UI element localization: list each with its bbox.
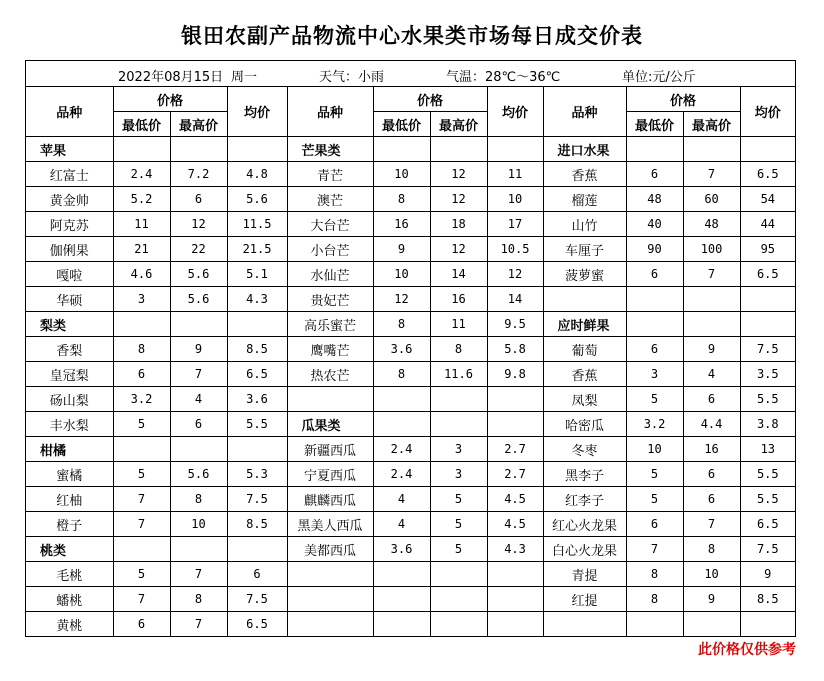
variety-name: 毛桃: [26, 562, 113, 587]
category-label: 进口水果: [543, 137, 626, 162]
table-row: [26, 387, 795, 412]
category-label: 桃类: [26, 537, 113, 562]
avg-price: 7.5: [227, 587, 287, 612]
avg-price: [740, 612, 795, 637]
avg-price: 4.3: [227, 287, 287, 312]
header-low: 最低价: [626, 112, 683, 137]
variety-name: 白心火龙果: [543, 537, 626, 562]
variety-name: 香蕉: [543, 362, 626, 387]
high-price: 11: [430, 312, 487, 337]
table-row: [26, 212, 795, 237]
avg-price: [487, 137, 543, 162]
low-price: 7: [113, 487, 170, 512]
low-price: [626, 137, 683, 162]
unit-text: 单位:元/公斤: [622, 70, 696, 85]
variety-name: 青芒: [287, 162, 373, 187]
avg-price: [740, 312, 795, 337]
avg-price: 13: [740, 437, 795, 462]
low-price: 6: [626, 162, 683, 187]
high-price: 4: [170, 387, 227, 412]
avg-price: 5.8: [487, 337, 543, 362]
low-price: [373, 562, 430, 587]
variety-name: 榴莲: [543, 187, 626, 212]
avg-price: [487, 412, 543, 437]
variety-name: 鹰嘴芒: [287, 337, 373, 362]
high-price: 6: [170, 412, 227, 437]
low-price: 5: [113, 562, 170, 587]
variety-name: 葡萄: [543, 337, 626, 362]
avg-price: [740, 287, 795, 312]
avg-price: 5.5: [740, 462, 795, 487]
variety-name: 新疆西瓜: [287, 437, 373, 462]
table-row: [26, 237, 795, 262]
avg-price: 11: [487, 162, 543, 187]
variety-name: 香蕉: [543, 162, 626, 187]
low-price: 3: [113, 287, 170, 312]
low-price: 16: [373, 212, 430, 237]
avg-price: [487, 562, 543, 587]
weekday-text: 周一: [231, 70, 258, 85]
avg-price: 4.5: [487, 512, 543, 537]
header-price: 价格: [113, 87, 227, 112]
table-row: [26, 512, 795, 537]
high-price: 7: [170, 362, 227, 387]
low-price: 10: [373, 262, 430, 287]
table-row: [26, 287, 795, 312]
high-price: 6: [683, 462, 740, 487]
category-label: 芒果类: [287, 137, 373, 162]
avg-price: 5.6: [227, 187, 287, 212]
low-price: 6: [113, 612, 170, 637]
avg-price: 6: [227, 562, 287, 587]
avg-price: 95: [740, 237, 795, 262]
variety-name: 丰水梨: [26, 412, 113, 437]
low-price: 2.4: [373, 437, 430, 462]
table-row: [26, 262, 795, 287]
price-table-body: [26, 87, 795, 636]
avg-price: 3.5: [740, 362, 795, 387]
avg-price: 5.5: [227, 412, 287, 437]
avg-price: 2.7: [487, 437, 543, 462]
high-price: 9: [170, 337, 227, 362]
variety-name: 阿克苏: [26, 212, 113, 237]
low-price: 3.6: [373, 537, 430, 562]
low-price: 90: [626, 237, 683, 262]
low-price: 6: [626, 262, 683, 287]
high-price: 6: [683, 487, 740, 512]
variety-name: 黄金帅: [26, 187, 113, 212]
header-variety: 品种: [26, 87, 113, 137]
high-price: 8: [170, 487, 227, 512]
category-label: 梨类: [26, 312, 113, 337]
low-price: 4: [373, 512, 430, 537]
variety-name: 红提: [543, 587, 626, 612]
table-row: [26, 412, 795, 437]
table-row: [26, 137, 795, 162]
high-price: [430, 412, 487, 437]
low-price: 3: [626, 362, 683, 387]
low-price: 8: [373, 187, 430, 212]
low-price: [373, 587, 430, 612]
avg-price: [740, 137, 795, 162]
low-price: [626, 287, 683, 312]
variety-name: 青提: [543, 562, 626, 587]
table-row: [26, 187, 795, 212]
avg-price: 9.5: [487, 312, 543, 337]
variety-name: 哈密瓜: [543, 412, 626, 437]
high-price: 18: [430, 212, 487, 237]
high-price: 7: [683, 262, 740, 287]
low-price: 48: [626, 187, 683, 212]
low-price: 5: [113, 462, 170, 487]
low-price: 3.2: [626, 412, 683, 437]
header-variety: 品种: [287, 87, 373, 137]
variety-name: [287, 587, 373, 612]
low-price: 8: [626, 587, 683, 612]
price-table: [26, 87, 795, 636]
high-price: 16: [683, 437, 740, 462]
high-price: [683, 312, 740, 337]
high-price: 10: [170, 512, 227, 537]
header-variety: 品种: [543, 87, 626, 137]
avg-price: 6.5: [227, 612, 287, 637]
variety-name: 凤梨: [543, 387, 626, 412]
avg-price: 7.5: [740, 537, 795, 562]
table-row: [26, 362, 795, 387]
info-bar: [26, 61, 795, 87]
high-price: 7: [170, 612, 227, 637]
variety-name: [543, 612, 626, 637]
category-label: 瓜果类: [287, 412, 373, 437]
low-price: [626, 312, 683, 337]
high-price: 6: [170, 187, 227, 212]
variety-name: 热农芒: [287, 362, 373, 387]
low-price: 8: [626, 562, 683, 587]
high-price: 48: [683, 212, 740, 237]
high-price: 12: [430, 237, 487, 262]
variety-name: 大台芒: [287, 212, 373, 237]
low-price: 4.6: [113, 262, 170, 287]
avg-price: [487, 587, 543, 612]
variety-name: [287, 387, 373, 412]
avg-price: 14: [487, 287, 543, 312]
avg-price: 9.8: [487, 362, 543, 387]
high-price: 5.6: [170, 262, 227, 287]
avg-price: 4.8: [227, 162, 287, 187]
variety-name: 冬枣: [543, 437, 626, 462]
variety-name: 香梨: [26, 337, 113, 362]
high-price: 7: [683, 512, 740, 537]
low-price: [373, 612, 430, 637]
high-price: 5.6: [170, 287, 227, 312]
avg-price: 5.3: [227, 462, 287, 487]
high-price: [430, 137, 487, 162]
low-price: 11: [113, 212, 170, 237]
variety-name: 水仙芒: [287, 262, 373, 287]
high-price: 5.6: [170, 462, 227, 487]
low-price: 3.2: [113, 387, 170, 412]
avg-price: 5.5: [740, 487, 795, 512]
table-row: [26, 487, 795, 512]
high-price: [683, 287, 740, 312]
variety-name: 黑李子: [543, 462, 626, 487]
low-price: [626, 612, 683, 637]
low-price: 5: [626, 487, 683, 512]
category-label: 柑橘: [26, 437, 113, 462]
header-row-1: [26, 87, 795, 112]
table-row: [26, 587, 795, 612]
variety-name: 麒麟西瓜: [287, 487, 373, 512]
low-price: 6: [113, 362, 170, 387]
low-price: 2.4: [113, 162, 170, 187]
variety-name: 澳芒: [287, 187, 373, 212]
table-row: [26, 462, 795, 487]
table-row: [26, 162, 795, 187]
high-price: 7.2: [170, 162, 227, 187]
low-price: 6: [626, 512, 683, 537]
low-price: 5.2: [113, 187, 170, 212]
weather-text: 天气：小雨: [319, 70, 385, 85]
price-sheet: [25, 60, 796, 637]
high-price: 100: [683, 237, 740, 262]
low-price: 7: [113, 587, 170, 612]
variety-name: 车厘子: [543, 237, 626, 262]
avg-price: 12: [487, 262, 543, 287]
variety-name: 宁夏西瓜: [287, 462, 373, 487]
avg-price: 54: [740, 187, 795, 212]
table-row: [26, 612, 795, 637]
low-price: 6: [626, 337, 683, 362]
low-price: 8: [113, 337, 170, 362]
avg-price: 6.5: [227, 362, 287, 387]
avg-price: 7.5: [740, 337, 795, 362]
header-high: 最高价: [683, 112, 740, 137]
variety-name: 皇冠梨: [26, 362, 113, 387]
high-price: 12: [430, 162, 487, 187]
avg-price: 9: [740, 562, 795, 587]
avg-price: 8.5: [227, 512, 287, 537]
avg-price: 6.5: [740, 512, 795, 537]
variety-name: 华硕: [26, 287, 113, 312]
low-price: 8: [373, 312, 430, 337]
avg-price: 6.5: [740, 162, 795, 187]
variety-name: 伽俐果: [26, 237, 113, 262]
table-row: [26, 312, 795, 337]
avg-price: 8.5: [227, 337, 287, 362]
high-price: 7: [170, 562, 227, 587]
low-price: [373, 137, 430, 162]
category-label: 应时鲜果: [543, 312, 626, 337]
low-price: [373, 387, 430, 412]
high-price: [170, 537, 227, 562]
avg-price: 5.1: [227, 262, 287, 287]
header-price: 价格: [373, 87, 487, 112]
header-avg: 均价: [740, 87, 795, 137]
low-price: 3.6: [373, 337, 430, 362]
high-price: [683, 612, 740, 637]
table-row: [26, 537, 795, 562]
temperature-text: 气温：28℃～36℃: [446, 70, 561, 85]
high-price: 10: [683, 562, 740, 587]
high-price: [683, 137, 740, 162]
avg-price: [227, 437, 287, 462]
avg-price: 6.5: [740, 262, 795, 287]
high-price: 4: [683, 362, 740, 387]
low-price: [113, 312, 170, 337]
variety-name: 红李子: [543, 487, 626, 512]
high-price: 12: [170, 212, 227, 237]
header-low: 最低价: [373, 112, 430, 137]
high-price: 6: [683, 387, 740, 412]
avg-price: 3.8: [740, 412, 795, 437]
avg-price: [227, 537, 287, 562]
avg-price: 11.5: [227, 212, 287, 237]
header-low: 最低价: [113, 112, 170, 137]
variety-name: [287, 612, 373, 637]
high-price: [430, 562, 487, 587]
low-price: [113, 537, 170, 562]
avg-price: [227, 137, 287, 162]
high-price: [430, 587, 487, 612]
low-price: 21: [113, 237, 170, 262]
variety-name: 贵妃芒: [287, 287, 373, 312]
variety-name: [287, 562, 373, 587]
header-avg: 均价: [487, 87, 543, 137]
page-title: 银田农副产品物流中心水果类市场每日成交价表: [181, 24, 643, 48]
high-price: 3: [430, 462, 487, 487]
high-price: 7: [683, 162, 740, 187]
variety-name: 砀山梨: [26, 387, 113, 412]
low-price: 7: [113, 512, 170, 537]
low-price: 5: [626, 387, 683, 412]
high-price: 9: [683, 337, 740, 362]
header-avg: 均价: [227, 87, 287, 137]
low-price: 12: [373, 287, 430, 312]
avg-price: 4.3: [487, 537, 543, 562]
avg-price: 17: [487, 212, 543, 237]
low-price: 5: [626, 462, 683, 487]
header-high: 最高价: [430, 112, 487, 137]
table-row: [26, 337, 795, 362]
high-price: 5: [430, 512, 487, 537]
variety-name: 红柚: [26, 487, 113, 512]
low-price: 4: [373, 487, 430, 512]
avg-price: 8.5: [740, 587, 795, 612]
high-price: [430, 387, 487, 412]
high-price: 9: [683, 587, 740, 612]
category-label: 苹果: [26, 137, 113, 162]
avg-price: [487, 612, 543, 637]
high-price: 8: [683, 537, 740, 562]
high-price: [170, 312, 227, 337]
variety-name: 黄桃: [26, 612, 113, 637]
low-price: 5: [113, 412, 170, 437]
low-price: 10: [626, 437, 683, 462]
high-price: [170, 137, 227, 162]
high-price: 8: [170, 587, 227, 612]
avg-price: 7.5: [227, 487, 287, 512]
table-row: [26, 437, 795, 462]
avg-price: 44: [740, 212, 795, 237]
avg-price: 21.5: [227, 237, 287, 262]
variety-name: 红心火龙果: [543, 512, 626, 537]
low-price: 7: [626, 537, 683, 562]
header-price: 价格: [626, 87, 740, 112]
high-price: 14: [430, 262, 487, 287]
low-price: [373, 412, 430, 437]
variety-name: 嘎啦: [26, 262, 113, 287]
high-price: 4.4: [683, 412, 740, 437]
variety-name: 橙子: [26, 512, 113, 537]
avg-price: 10.5: [487, 237, 543, 262]
variety-name: 蜜橘: [26, 462, 113, 487]
low-price: 9: [373, 237, 430, 262]
high-price: 5: [430, 487, 487, 512]
avg-price: 10: [487, 187, 543, 212]
header-high: 最高价: [170, 112, 227, 137]
low-price: [113, 137, 170, 162]
avg-price: 4.5: [487, 487, 543, 512]
date-text: 2022年08月15日: [118, 70, 224, 85]
high-price: 16: [430, 287, 487, 312]
high-price: 3: [430, 437, 487, 462]
high-price: [430, 612, 487, 637]
high-price: 60: [683, 187, 740, 212]
low-price: 8: [373, 362, 430, 387]
high-price: 12: [430, 187, 487, 212]
high-price: 22: [170, 237, 227, 262]
variety-name: 山竹: [543, 212, 626, 237]
variety-name: 黑美人西瓜: [287, 512, 373, 537]
low-price: 2.4: [373, 462, 430, 487]
variety-name: 高乐蜜芒: [287, 312, 373, 337]
avg-price: 5.5: [740, 387, 795, 412]
variety-name: 蟠桃: [26, 587, 113, 612]
variety-name: [543, 287, 626, 312]
table-row: [26, 562, 795, 587]
high-price: [170, 437, 227, 462]
variety-name: 菠萝蜜: [543, 262, 626, 287]
high-price: 5: [430, 537, 487, 562]
low-price: [113, 437, 170, 462]
low-price: 10: [373, 162, 430, 187]
low-price: 40: [626, 212, 683, 237]
header-row-2: [26, 112, 795, 137]
variety-name: 美都西瓜: [287, 537, 373, 562]
avg-price: 2.7: [487, 462, 543, 487]
high-price: 8: [430, 337, 487, 362]
reference-note: 此价格仅供参考: [698, 642, 796, 658]
avg-price: [487, 387, 543, 412]
avg-price: [227, 312, 287, 337]
high-price: 11.6: [430, 362, 487, 387]
variety-name: 小台芒: [287, 237, 373, 262]
avg-price: 3.6: [227, 387, 287, 412]
variety-name: 红富士: [26, 162, 113, 187]
